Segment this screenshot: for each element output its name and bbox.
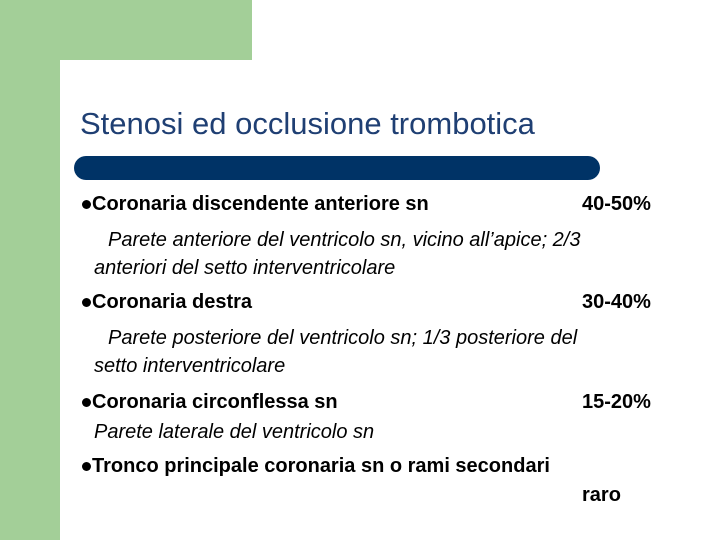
bullet-icon bbox=[82, 298, 91, 307]
item-detail: anteriori del setto interventricolare bbox=[94, 257, 396, 279]
item-detail: Parete anteriore del ventricolo sn, vicino all’apice; 2/3 bbox=[108, 229, 581, 251]
item-heading: Coronaria destra bbox=[92, 291, 253, 313]
bullet-icon bbox=[82, 398, 91, 407]
item-detail: Parete laterale del ventricolo sn bbox=[94, 421, 375, 443]
bullet-icon bbox=[82, 462, 91, 471]
item-percent: 15-20% bbox=[582, 391, 651, 413]
item-heading: Tronco principale coronaria sn o rami secondari bbox=[92, 455, 550, 477]
item-percent: 40-50% bbox=[582, 193, 651, 215]
item-heading: Coronaria circonflessa sn bbox=[92, 391, 338, 413]
item-heading: Coronaria discendente anteriore sn bbox=[92, 193, 429, 215]
item-detail: setto interventricolare bbox=[94, 355, 286, 377]
bullet-icon bbox=[82, 200, 91, 209]
item-percent: raro bbox=[582, 484, 621, 506]
item-percent: 30-40% bbox=[582, 291, 651, 313]
item-detail: Parete posteriore del ventricolo sn; 1/3 posteriore del bbox=[108, 327, 578, 349]
slide-title: Stenosi ed occlusione trombotica bbox=[80, 106, 535, 141]
